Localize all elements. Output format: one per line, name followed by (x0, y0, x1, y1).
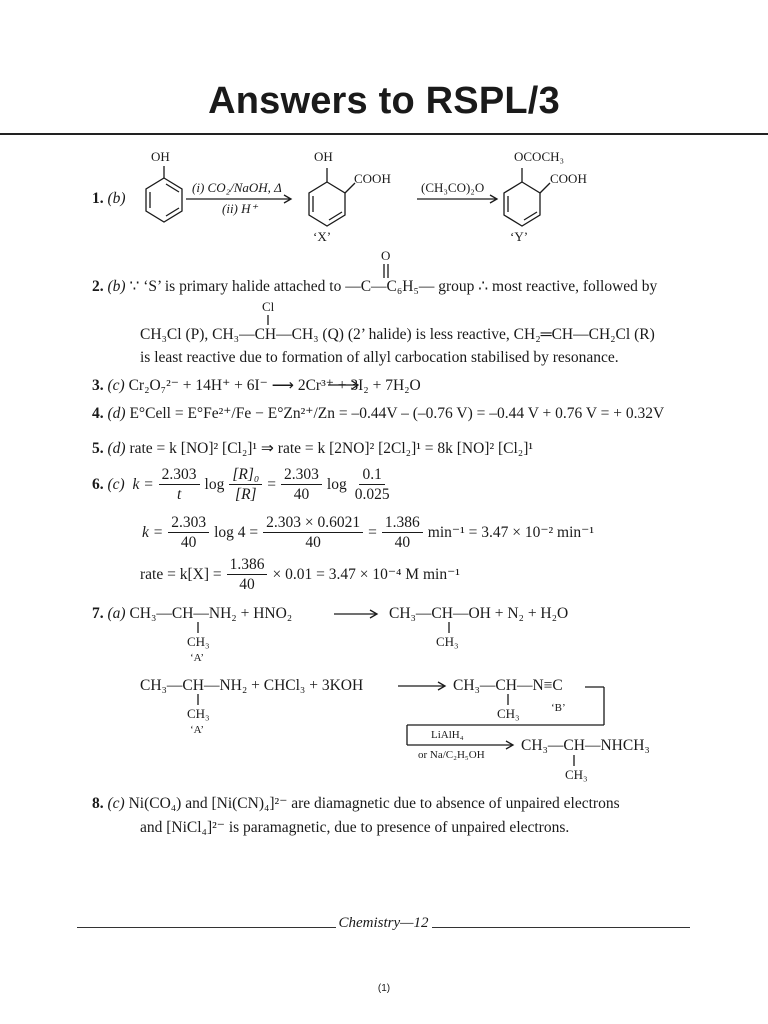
footer (77, 913, 690, 933)
q7-ch3-p1: CH₃ (436, 634, 459, 649)
page-title: Answers to RSPL/3 (208, 80, 560, 122)
page-number: (1) (377, 983, 391, 994)
question-6-line3: rate = k[X] = $\frac{1.386}{40}$ × 0.01 = 3.47 × 10⁻⁴ M min⁻¹ (140, 556, 460, 593)
question-8-line1: 8. (c) Ni(CO₄) and [Ni(CN)₄]²⁻ are diamagnetic due to absence of unpaired electrons (92, 795, 620, 812)
question-3: 3. (c) Cr₂O₇²⁻ + 14H⁺ + 6I⁻ ⟶ 2Cr³⁺ + 3I₂ + 7H₂O (92, 377, 421, 394)
footer-rule-right (432, 927, 691, 928)
fraction: $\frac{\text{[R]₀}}{[R]}$ (229, 466, 262, 503)
question-7-reaction-2: CH₃—CH—NH₂ + CHCl₃ + 3KOH (140, 677, 364, 694)
q7-ch3-b: CH₃ (497, 706, 520, 721)
fraction: $\frac{2.303}{40}$ (281, 466, 322, 503)
q1-reagent-2: (CH₃CO)₂O (421, 180, 485, 195)
x-cooh-label: COOH (354, 171, 391, 186)
question-8-line2: and [NiCl₄]²⁻ is paramagnetic, due to presence of unpaired electrons. (140, 819, 570, 836)
benzene-ring-y (504, 168, 550, 226)
fraction: $\frac{1.386}{40}$ (227, 556, 268, 593)
q7-product-1: CH₃—CH—OH + N₂ + H₂O (389, 605, 569, 622)
fraction: $\frac{0.1}{0.025}$ (354, 466, 390, 503)
fraction: $\frac{2.303 \times 0.6021}{40}$ (263, 514, 363, 551)
fraction: $\frac{2.303}{t}$ (159, 466, 200, 503)
fraction: $\frac{1.386}{40}$ (382, 514, 423, 551)
q7-condition-bottom: or Na/C₂H₅OH (418, 749, 485, 761)
q7-isocyanide-b: CH₃—CH—N≡C (453, 677, 563, 694)
phenol-oh-label: OH (151, 149, 170, 164)
question-5: 5. (d) rate = k [NO]² [Cl₂]¹ ⇒ rate = k [2NO]² [2Cl₂]¹ = 8k [NO]² [Cl₂]¹ (92, 440, 533, 457)
q2-oxygen-label: O (381, 248, 391, 263)
q7-ch3-a2: CH₃ (187, 706, 210, 721)
benzene-ring-phenol (146, 166, 182, 222)
q1-condition-bottom: (ii) H⁺ (222, 201, 258, 216)
question-2-line1: 2. (b) ∵ ‘S’ is primary halide attached to —C—C₆H₅— group ∴ most reactive, followed by (92, 278, 658, 295)
benzene-ring-x (309, 168, 355, 226)
q1-condition-top: (i) CO₂/NaOH, Δ (192, 180, 282, 195)
question-7-reaction-1: 7. (a) CH₃—CH—NH₂ + HNO₂ (92, 605, 293, 622)
question-2-line3: is least reactive due to formation of allyl carbocation stabilised by resonance. (140, 349, 619, 366)
q7-condition-top: LiAlH₄ (431, 729, 464, 741)
question-2-line2: CH₃Cl (P), CH₃—CH—CH₃ (Q) (2’ halide) is less reactive, CH₂═CH—CH₂Cl (R) (140, 326, 655, 343)
x-oh-label: OH (314, 149, 333, 164)
q7-a-label-2: ‘A’ (190, 724, 205, 736)
question-6-line1: 6. (c) k = $\frac{2.303}{t}$ log $\frac{\text{[R]₀}}{[R]}$ = $\frac{2.303}{40}$ log $\frac{0.1}{0.025}$ (92, 466, 398, 503)
q7-b-label: ‘B’ (551, 702, 566, 714)
q7-final-product: CH₃—CH—NHCH₃ (521, 737, 650, 754)
question-4: 4. (d) E°Cell = E°Fe²⁺/Fe − E°Zn²⁺/Zn = –0.44V – (–0.76 V) = –0.44 V + 0.76 V = + 0.32V (92, 405, 665, 422)
q7-ch3-final: CH₃ (565, 767, 588, 782)
q2-chlorine-label: Cl (262, 299, 275, 314)
q7-a-label-1: ‘A’ (190, 652, 205, 664)
y-ococh3-label: OCOCH₃ (514, 149, 565, 164)
x-product-label: ‘X’ (313, 229, 332, 244)
q7-ch3-a1: CH₃ (187, 634, 210, 649)
fraction: $\frac{2.303}{40}$ (168, 514, 209, 551)
y-cooh-label: COOH (550, 171, 587, 186)
footer-rule-left (77, 927, 336, 928)
question-6-line2: k = $\frac{2.303}{40}$ log 4 = $\frac{2.303 \times 0.6021}{40}$ = $\frac{1.386}{40}$ min⁻¹ = 3.47 × 10⁻² min⁻¹ (142, 514, 594, 551)
question-1-number: 1. (b) (92, 190, 126, 207)
footer-text: Chemistry—12 (338, 914, 429, 931)
y-product-label: ‘Y’ (510, 229, 529, 244)
